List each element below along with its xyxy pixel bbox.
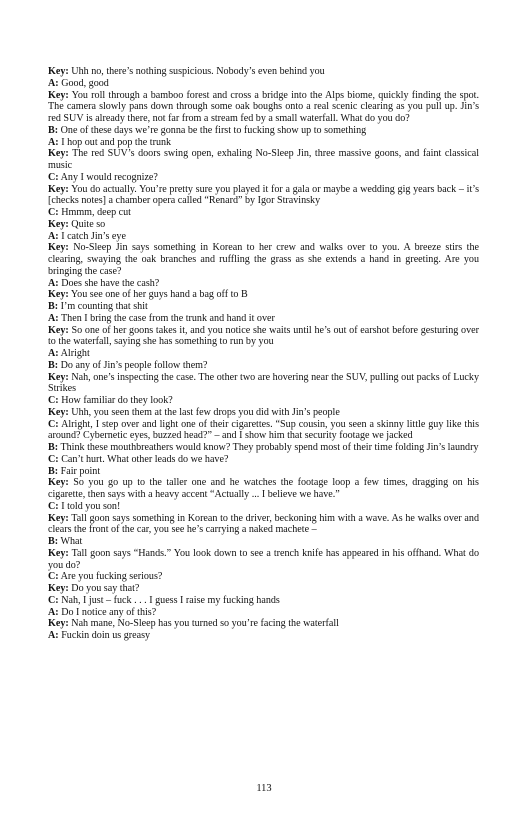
dialogue-text: Any I would recognize?: [60, 171, 158, 183]
speaker-label: C:: [48, 418, 59, 430]
speaker-label: Key:: [48, 183, 69, 195]
dialogue-text: Do you say that?: [71, 583, 140, 594]
speaker-label: C:: [48, 500, 59, 512]
dialogue-line: [48, 219, 479, 231]
dialogue-text: Tall goon says something in Korean to the driver, beckoning him with a wave. As he walks over and clears the front of the car, you see he’s carrying a naked machete –: [48, 512, 480, 536]
dialogue-text: Quite so: [71, 218, 106, 230]
speaker-label: Key:: [48, 583, 69, 594]
dialogue-text: Hmmm, deep cut: [61, 207, 131, 218]
speaker-label: Key:: [48, 618, 69, 630]
dialogue-text: You see one of her guys hand a bag off to B: [70, 289, 248, 301]
speaker-label: Key:: [48, 547, 69, 559]
speaker-label: B:: [48, 442, 59, 453]
speaker-label: C:: [48, 395, 59, 406]
dialogue-line: [48, 442, 479, 454]
dialogue-line: [48, 184, 479, 208]
speaker-label: Key:: [48, 512, 69, 524]
dialogue-line: [48, 360, 479, 372]
dialogue-line: [48, 454, 479, 466]
dialogue-text: Can’t hurt. What other leads do we have?: [61, 453, 229, 465]
speaker-label: C:: [48, 171, 59, 183]
dialogue-line: [48, 313, 479, 325]
dialogue-text: Fuckin doin us greasy: [61, 630, 151, 641]
speaker-label: A:: [48, 630, 59, 641]
dialogue-line: [48, 348, 479, 360]
dialogue-text: No-Sleep Jin says something in Korean to her crew and walks over to you. A breeze stirs the clearing, swaying the oak branches and ruffling the grass as she extends a hand in greeting. Are you bringing the case?: [48, 242, 479, 277]
dialogue-text: Nah mane, No-Sleep has you turned so you’re facing the waterfall: [71, 618, 339, 630]
dialogue-line: [48, 583, 479, 595]
speaker-label: C:: [48, 594, 59, 606]
speaker-label: A:: [48, 77, 59, 89]
speaker-label: B:: [48, 359, 59, 371]
speaker-label: Key:: [48, 324, 69, 336]
dialogue-text: How familiar do they look?: [61, 395, 173, 406]
dialogue-line: [48, 571, 479, 583]
dialogue-text: You roll through a bamboo forest and cross a bridge into the Alps biome, quickly finding the spot. The camera slowly pans down through some oak boughs onto a real scenic clearing as you pull up. Jin’s red SUV is already there, not far from a stream fed by a small waterfall. What do you do?: [48, 89, 479, 124]
speaker-label: Key:: [48, 406, 69, 418]
dialogue-line: [48, 172, 479, 184]
dialogue-line: [48, 618, 479, 630]
dialogue-line: [48, 125, 479, 137]
speaker-label: C:: [48, 453, 59, 465]
speaker-label: B:: [48, 124, 59, 136]
page-number: 113: [256, 783, 272, 794]
speaker-label: B:: [48, 465, 59, 477]
speaker-label: Key:: [48, 477, 69, 489]
speaker-label: Key:: [48, 66, 69, 77]
dialogue-text: The red SUV’s doors swing open, exhaling No-Sleep Jin, three massive goons, and faint classical music: [48, 148, 480, 171]
dialogue-line: [48, 301, 479, 313]
dialogue-text: Does she have the cash?: [61, 277, 160, 289]
script-body: [48, 66, 479, 642]
dialogue-line: [48, 419, 479, 443]
dialogue-text: Think these mouthbreathers would know? They probably spend most of their time folding Jin’s laundry: [60, 442, 479, 453]
dialogue-text: So one of her goons takes it, and you notice she waits until he’s out of earshot before gesturing over to the waterfall, saying she has something to run by you: [48, 324, 479, 348]
speaker-label: B:: [48, 301, 59, 312]
speaker-label: A:: [48, 230, 59, 242]
dialogue-line: [48, 66, 479, 78]
dialogue-text: I hop out and pop the trunk: [61, 136, 172, 148]
dialogue-text: I’m counting that shit: [60, 301, 148, 312]
dialogue-text: I told you son!: [61, 500, 121, 512]
speaker-label: Key:: [48, 218, 69, 230]
dialogue-line: [48, 513, 479, 537]
speaker-label: A:: [48, 136, 59, 148]
dialogue-text: What: [60, 536, 83, 547]
dialogue-text: Tall goon says “Hands.” You look down to see a trench knife has appeared in his offhand. What do you do?: [48, 547, 479, 571]
dialogue-line: [48, 466, 479, 478]
speaker-label: C:: [48, 207, 59, 218]
dialogue-line: [48, 630, 479, 642]
dialogue-text: Then I bring the case from the trunk and hand it over: [61, 312, 275, 324]
speaker-label: Key:: [48, 89, 69, 101]
speaker-label: Key:: [48, 148, 69, 160]
dialogue-text: One of these days we’re gonna be the first to fucking show up to something: [60, 124, 367, 136]
speaker-label: C:: [48, 571, 59, 583]
dialogue-line: [48, 231, 479, 243]
speaker-label: Key:: [48, 371, 69, 383]
dialogue-line: [48, 278, 479, 290]
dialogue-text: Nah, one’s inspecting the case. The other two are hovering near the SUV, pulling out packs of Lucky Strikes: [48, 371, 479, 395]
speaker-label: Key:: [48, 242, 69, 254]
speaker-label: A:: [48, 312, 59, 324]
dialogue-line: [48, 325, 479, 349]
dialogue-text: So you go up to the taller one and he watches the footage loop a few times, dragging on his cigarette, then says with a heavy accent “Actually ... I believe we have.”: [48, 477, 479, 500]
dialogue-line: [48, 148, 479, 172]
speaker-label: A:: [48, 606, 59, 618]
dialogue-line: [48, 90, 479, 125]
dialogue-line: [48, 395, 479, 407]
dialogue-line: [48, 372, 479, 396]
dialogue-text: Good, good: [61, 77, 109, 89]
dialogue-line: [48, 137, 479, 149]
dialogue-text: You do actually. You’re pretty sure you played it for a gala or maybe a wedding gig years back – it’s [checks notes] a chamber opera called “Renard” by Igor Stravinsky: [48, 183, 480, 207]
dialogue-text: Uhh, you seen them at the last few drops you did with Jin’s people: [71, 406, 340, 418]
dialogue-text: Nah, I just – fuck . . . I guess I raise my fucking hands: [61, 594, 280, 606]
speaker-label: A:: [48, 277, 59, 289]
dialogue-text: Alright, I step over and light one of their cigarettes. “Sup cousin, you seen a skinny little guy like this around? Cybernetic eyes, buzzed head?” – and I show him that security footage we jacked: [48, 418, 480, 442]
dialogue-line: [48, 595, 479, 607]
dialogue-text: Are you fucking serious?: [60, 571, 163, 583]
dialogue-text: Fair point: [60, 465, 101, 477]
dialogue-text: Alright: [60, 348, 90, 359]
dialogue-text: Do any of Jin’s people follow them?: [60, 359, 208, 371]
dialogue-line: [48, 242, 479, 277]
speaker-label: B:: [48, 536, 59, 547]
dialogue-line: [48, 477, 479, 501]
dialogue-line: [48, 207, 479, 219]
dialogue-line: [48, 548, 479, 572]
speaker-label: Key:: [48, 289, 69, 301]
dialogue-text: Uhh no, there’s nothing suspicious. Nobody’s even behind you: [71, 66, 325, 77]
dialogue-line: [48, 78, 479, 90]
dialogue-text: I catch Jin’s eye: [61, 230, 126, 242]
dialogue-text: Do I notice any of this?: [61, 606, 157, 618]
dialogue-line: [48, 607, 479, 619]
dialogue-line: [48, 536, 479, 548]
dialogue-line: [48, 289, 479, 301]
speaker-label: A:: [48, 348, 59, 359]
dialogue-line: [48, 501, 479, 513]
dialogue-line: [48, 407, 479, 419]
